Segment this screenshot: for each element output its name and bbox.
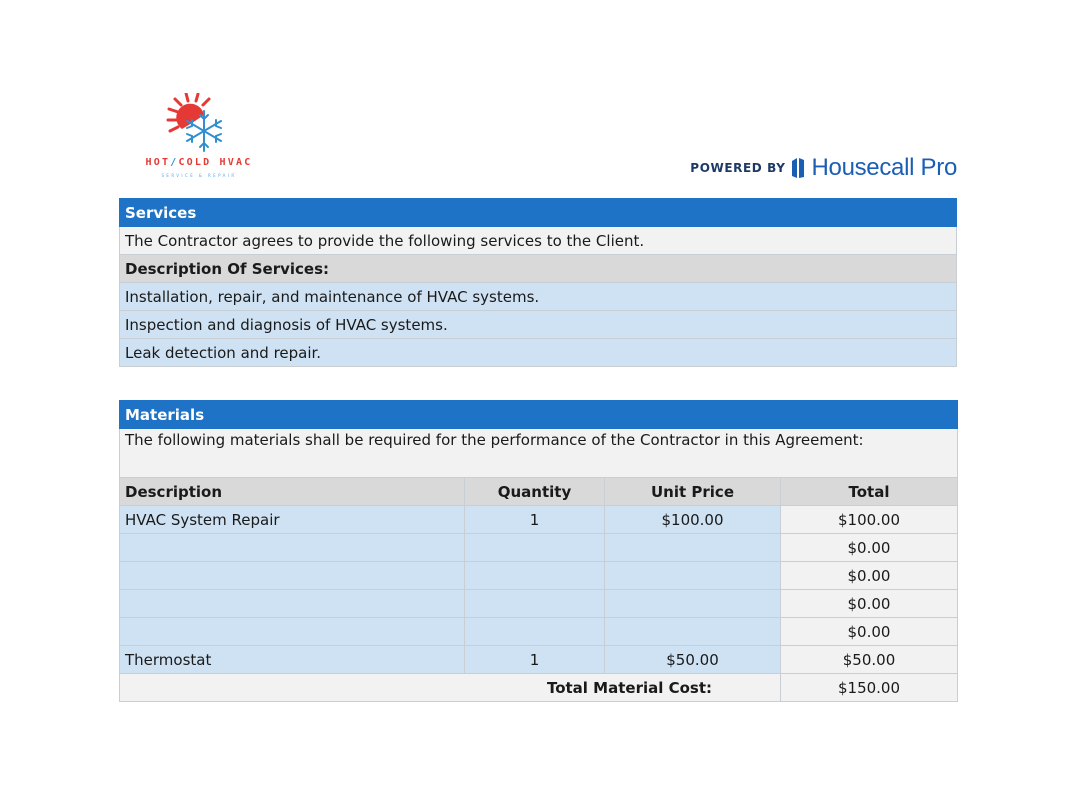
row-total: $50.00 xyxy=(781,646,958,674)
services-title: Services xyxy=(120,199,957,227)
row-unit-price xyxy=(605,618,781,646)
row-quantity xyxy=(465,618,605,646)
row-total: $0.00 xyxy=(781,618,958,646)
column-header-total: Total xyxy=(781,478,958,506)
service-item: Inspection and diagnosis of HVAC systems. xyxy=(120,311,957,339)
table-row xyxy=(120,618,958,646)
row-quantity xyxy=(465,562,605,590)
row-unit-price xyxy=(605,562,781,590)
column-header-quantity: Quantity xyxy=(465,478,605,506)
table-row xyxy=(120,562,958,590)
row-quantity xyxy=(465,590,605,618)
row-total: $100.00 xyxy=(781,506,958,534)
brand-name-hot: HOT xyxy=(145,157,171,168)
table-row xyxy=(120,646,958,674)
row-unit-price xyxy=(605,590,781,618)
materials-intro: The following materials shall be required for the performance of the Contractor in this Agreement: xyxy=(120,429,958,478)
materials-title: Materials xyxy=(120,401,958,429)
housecall-pro-logo-icon xyxy=(791,156,805,180)
column-header-description: Description xyxy=(120,478,465,506)
table-row xyxy=(120,506,958,534)
row-unit-price: $50.00 xyxy=(605,646,781,674)
services-subheader: Description Of Services: xyxy=(120,255,957,283)
row-total: $0.00 xyxy=(781,590,958,618)
row-description xyxy=(120,562,465,590)
services-table xyxy=(119,198,957,367)
row-total: $0.00 xyxy=(781,562,958,590)
row-description xyxy=(120,618,465,646)
brand-name-cold: COLD HVAC xyxy=(178,157,253,168)
row-description xyxy=(120,534,465,562)
table-row xyxy=(120,590,958,618)
brand-name xyxy=(124,157,274,168)
row-quantity xyxy=(465,534,605,562)
powered-by-label: POWERED BY xyxy=(690,161,786,175)
service-item: Leak detection and repair. xyxy=(120,339,957,367)
company-logo xyxy=(124,93,274,188)
sun-snowflake-icon xyxy=(124,93,274,155)
housecall-pro-name: Housecall Pro xyxy=(811,154,957,181)
table-row xyxy=(120,534,958,562)
row-unit-price: $100.00 xyxy=(605,506,781,534)
service-item: Installation, repair, and maintenance of HVAC systems. xyxy=(120,283,957,311)
brand-tagline: SERVICE & REPAIR xyxy=(161,173,237,178)
row-quantity: 1 xyxy=(465,646,605,674)
services-intro: The Contractor agrees to provide the following services to the Client. xyxy=(120,227,957,255)
column-header-unit-price: Unit Price xyxy=(605,478,781,506)
total-material-cost-value: $150.00 xyxy=(781,674,958,702)
brand-name-slash: / xyxy=(170,157,179,168)
row-unit-price xyxy=(605,534,781,562)
row-description: HVAC System Repair xyxy=(120,506,465,534)
row-total: $0.00 xyxy=(781,534,958,562)
powered-by-housecall xyxy=(690,154,957,182)
total-material-cost-label: Total Material Cost: xyxy=(120,674,781,702)
row-description: Thermostat xyxy=(120,646,465,674)
row-quantity: 1 xyxy=(465,506,605,534)
materials-table xyxy=(119,400,958,702)
row-description xyxy=(120,590,465,618)
